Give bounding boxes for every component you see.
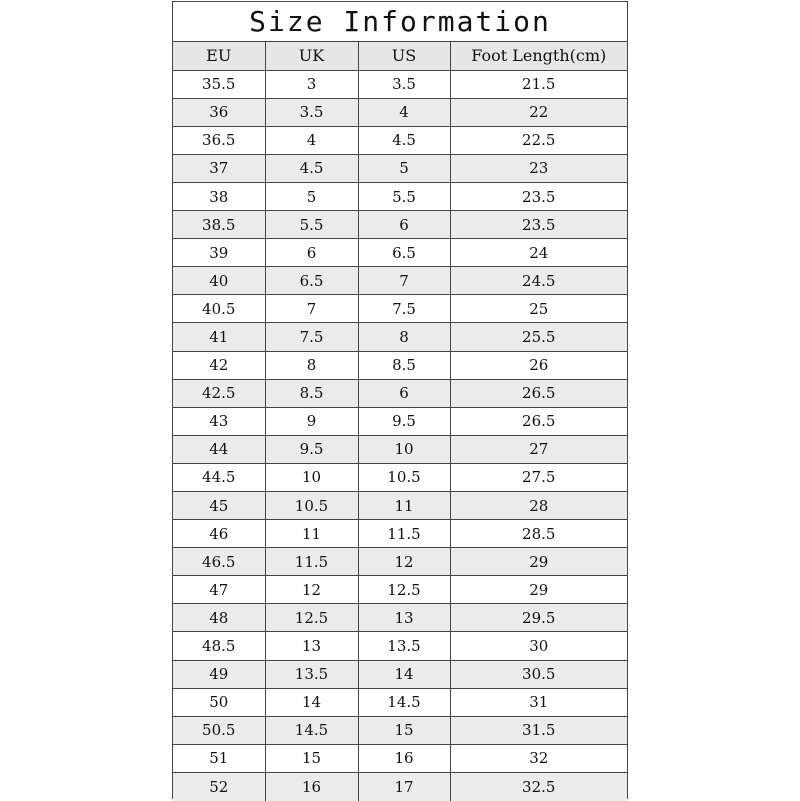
eu-size-cell: 43 (173, 407, 265, 435)
us-size-cell: 14 (358, 660, 450, 688)
eu-size-cell: 47 (173, 576, 265, 604)
size-chart (172, 1, 628, 799)
foot-length-cell: 32.5 (450, 772, 627, 800)
uk-size-cell: 12 (265, 576, 358, 604)
eu-size-cell: 41 (173, 323, 265, 351)
table-row (173, 716, 627, 744)
table-row (173, 351, 627, 379)
foot-length-cell: 31.5 (450, 716, 627, 744)
column-header-us: US (358, 42, 450, 70)
table-row (173, 632, 627, 660)
table-row (173, 70, 627, 98)
table-row (173, 576, 627, 604)
uk-size-cell: 4 (265, 126, 358, 154)
eu-size-cell: 45 (173, 492, 265, 520)
foot-length-cell: 22.5 (450, 126, 627, 154)
foot-length-cell: 25 (450, 295, 627, 323)
foot-length-cell: 25.5 (450, 323, 627, 351)
us-size-cell: 15 (358, 716, 450, 744)
uk-size-cell: 12.5 (265, 604, 358, 632)
foot-length-cell: 23 (450, 154, 627, 182)
uk-size-cell: 11 (265, 520, 358, 548)
eu-size-cell: 38 (173, 182, 265, 210)
uk-size-cell: 14 (265, 688, 358, 716)
table-row (173, 239, 627, 267)
us-size-cell: 14.5 (358, 688, 450, 716)
foot-length-cell: 26 (450, 351, 627, 379)
eu-size-cell: 36 (173, 98, 265, 126)
us-size-cell: 13 (358, 604, 450, 632)
table-row (173, 379, 627, 407)
column-header-eu: EU (173, 42, 265, 70)
uk-size-cell: 15 (265, 744, 358, 772)
table-row (173, 126, 627, 154)
eu-size-cell: 48 (173, 604, 265, 632)
uk-size-cell: 9.5 (265, 435, 358, 463)
foot-length-cell: 26.5 (450, 379, 627, 407)
eu-size-cell: 51 (173, 744, 265, 772)
us-size-cell: 10 (358, 435, 450, 463)
foot-length-cell: 22 (450, 98, 627, 126)
eu-size-cell: 42 (173, 351, 265, 379)
foot-length-cell: 31 (450, 688, 627, 716)
foot-length-cell: 24.5 (450, 267, 627, 295)
table-body (173, 70, 627, 800)
us-size-cell: 11.5 (358, 520, 450, 548)
uk-size-cell: 13.5 (265, 660, 358, 688)
table-row (173, 463, 627, 491)
eu-size-cell: 46.5 (173, 548, 265, 576)
table-row (173, 548, 627, 576)
table-row (173, 211, 627, 239)
table-row (173, 295, 627, 323)
uk-size-cell: 14.5 (265, 716, 358, 744)
us-size-cell: 12.5 (358, 576, 450, 604)
us-size-cell: 12 (358, 548, 450, 576)
uk-size-cell: 6 (265, 239, 358, 267)
size-table (173, 42, 627, 801)
us-size-cell: 13.5 (358, 632, 450, 660)
uk-size-cell: 5.5 (265, 211, 358, 239)
us-size-cell: 4.5 (358, 126, 450, 154)
table-row (173, 98, 627, 126)
table-row (173, 772, 627, 800)
eu-size-cell: 36.5 (173, 126, 265, 154)
table-row (173, 744, 627, 772)
eu-size-cell: 49 (173, 660, 265, 688)
foot-length-cell: 24 (450, 239, 627, 267)
eu-size-cell: 42.5 (173, 379, 265, 407)
table-row (173, 435, 627, 463)
uk-size-cell: 8 (265, 351, 358, 379)
uk-size-cell: 13 (265, 632, 358, 660)
uk-size-cell: 3.5 (265, 98, 358, 126)
uk-size-cell: 7 (265, 295, 358, 323)
eu-size-cell: 40 (173, 267, 265, 295)
us-size-cell: 6 (358, 211, 450, 239)
foot-length-cell: 29.5 (450, 604, 627, 632)
table-row (173, 660, 627, 688)
eu-size-cell: 50 (173, 688, 265, 716)
us-size-cell: 6.5 (358, 239, 450, 267)
foot-length-cell: 23.5 (450, 211, 627, 239)
column-header-foot-length: Foot Length(cm) (450, 42, 627, 70)
uk-size-cell: 7.5 (265, 323, 358, 351)
foot-length-cell: 28 (450, 492, 627, 520)
chart-title: Size Information (173, 2, 627, 42)
us-size-cell: 16 (358, 744, 450, 772)
us-size-cell: 8 (358, 323, 450, 351)
us-size-cell: 11 (358, 492, 450, 520)
foot-length-cell: 26.5 (450, 407, 627, 435)
table-row (173, 182, 627, 210)
foot-length-cell: 28.5 (450, 520, 627, 548)
uk-size-cell: 16 (265, 772, 358, 800)
eu-size-cell: 50.5 (173, 716, 265, 744)
eu-size-cell: 52 (173, 772, 265, 800)
uk-size-cell: 9 (265, 407, 358, 435)
us-size-cell: 8.5 (358, 351, 450, 379)
table-row (173, 520, 627, 548)
uk-size-cell: 10 (265, 463, 358, 491)
eu-size-cell: 48.5 (173, 632, 265, 660)
header-row (173, 42, 627, 70)
foot-length-cell: 21.5 (450, 70, 627, 98)
us-size-cell: 7.5 (358, 295, 450, 323)
us-size-cell: 5.5 (358, 182, 450, 210)
us-size-cell: 4 (358, 98, 450, 126)
us-size-cell: 5 (358, 154, 450, 182)
us-size-cell: 3.5 (358, 70, 450, 98)
eu-size-cell: 37 (173, 154, 265, 182)
us-size-cell: 17 (358, 772, 450, 800)
table-row (173, 267, 627, 295)
eu-size-cell: 46 (173, 520, 265, 548)
column-header-uk: UK (265, 42, 358, 70)
us-size-cell: 7 (358, 267, 450, 295)
table-row (173, 604, 627, 632)
foot-length-cell: 29 (450, 548, 627, 576)
uk-size-cell: 3 (265, 70, 358, 98)
eu-size-cell: 39 (173, 239, 265, 267)
us-size-cell: 10.5 (358, 463, 450, 491)
eu-size-cell: 35.5 (173, 70, 265, 98)
uk-size-cell: 8.5 (265, 379, 358, 407)
table-row (173, 323, 627, 351)
uk-size-cell: 4.5 (265, 154, 358, 182)
us-size-cell: 6 (358, 379, 450, 407)
foot-length-cell: 30 (450, 632, 627, 660)
foot-length-cell: 27.5 (450, 463, 627, 491)
foot-length-cell: 32 (450, 744, 627, 772)
table-row (173, 688, 627, 716)
table-row (173, 492, 627, 520)
table-row (173, 154, 627, 182)
uk-size-cell: 11.5 (265, 548, 358, 576)
foot-length-cell: 23.5 (450, 182, 627, 210)
eu-size-cell: 44 (173, 435, 265, 463)
uk-size-cell: 5 (265, 182, 358, 210)
foot-length-cell: 29 (450, 576, 627, 604)
eu-size-cell: 44.5 (173, 463, 265, 491)
foot-length-cell: 30.5 (450, 660, 627, 688)
foot-length-cell: 27 (450, 435, 627, 463)
uk-size-cell: 10.5 (265, 492, 358, 520)
us-size-cell: 9.5 (358, 407, 450, 435)
eu-size-cell: 40.5 (173, 295, 265, 323)
eu-size-cell: 38.5 (173, 211, 265, 239)
uk-size-cell: 6.5 (265, 267, 358, 295)
table-row (173, 407, 627, 435)
